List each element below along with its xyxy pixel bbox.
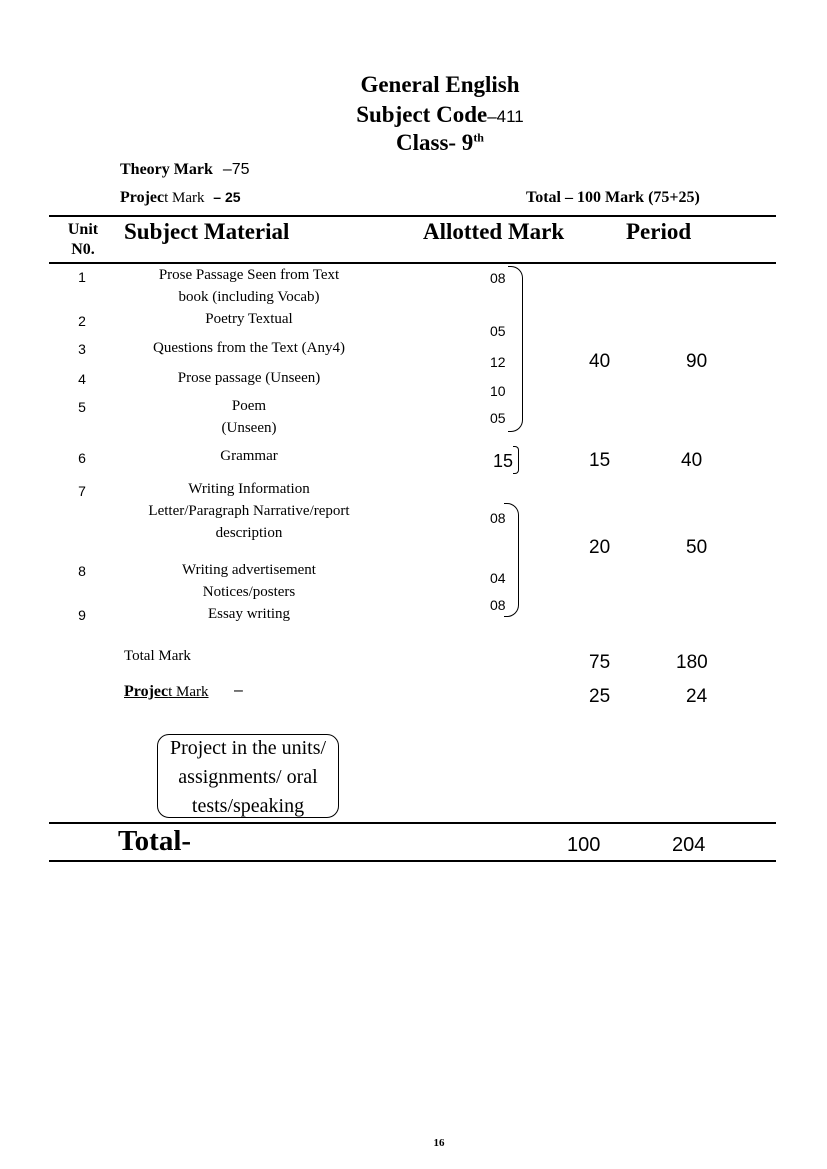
project-mark-value: – 25 <box>213 189 241 205</box>
subject-line: Poem <box>231 398 267 414</box>
group-brace <box>504 503 519 617</box>
column-header-unit <box>55 220 111 260</box>
row-mark: 08 <box>490 270 506 286</box>
subject-line: description <box>215 525 283 541</box>
group-allotted: 15 <box>589 450 611 471</box>
group-allotted: 20 <box>589 537 611 558</box>
subject-line: Writing advertisement <box>182 562 316 578</box>
grand-total-period: 204 <box>672 834 706 856</box>
unit-number: 2 <box>78 313 86 329</box>
group-period: 40 <box>681 450 703 471</box>
subject-line: (Unseen) <box>221 420 277 436</box>
unit-number: 5 <box>78 399 86 415</box>
subject-material <box>115 445 383 467</box>
project-mark <box>120 189 241 207</box>
grand-total-bottom-rule <box>49 860 776 862</box>
class-line <box>0 130 827 156</box>
grand-total-top-rule <box>49 822 776 824</box>
subject-line: Letter/Paragraph Narrative/report <box>148 503 350 519</box>
unit-number: 4 <box>78 371 86 387</box>
column-header-subject: Subject Material <box>124 219 290 244</box>
grand-total-label: Total- <box>118 825 192 857</box>
grand-total-allotted: 100 <box>567 834 601 856</box>
subject-code-value: –411 <box>487 107 524 126</box>
group-period: 90 <box>686 351 708 372</box>
subject-line: Grammar <box>220 448 278 464</box>
subject-code-line <box>0 101 827 128</box>
theory-mark-value: –75 <box>222 161 250 178</box>
unit-number: 1 <box>78 269 86 285</box>
group-brace <box>513 446 519 474</box>
page-number: 16 <box>433 1137 445 1149</box>
row-mark: 12 <box>490 354 506 370</box>
class-label: Class- 9 <box>396 130 474 155</box>
project-row-allotted: 25 <box>589 686 611 707</box>
subject-material <box>115 308 383 330</box>
subject-line: Poetry Textual <box>205 311 293 327</box>
unit-number: 9 <box>78 607 86 623</box>
column-header-allotted: Allotted Mark <box>423 219 565 244</box>
row-mark: 04 <box>490 570 506 586</box>
column-header-period: Period <box>626 219 692 244</box>
unit-number: 6 <box>78 450 86 466</box>
project-row-label <box>124 683 209 701</box>
group-brace <box>508 266 523 432</box>
theory-mark-label: Theory Mark <box>120 161 213 178</box>
column-header-unit-line1: Unit <box>67 221 99 238</box>
project-note-line: assignments/ oral <box>178 766 318 788</box>
subject-line: Prose passage (Unseen) <box>177 370 321 386</box>
project-note-line: Project in the units/ <box>169 737 327 759</box>
unit-number: 8 <box>78 563 86 579</box>
unit-number: 7 <box>78 483 86 499</box>
subject-material <box>115 395 383 439</box>
row-mark: 05 <box>490 323 506 339</box>
subject-line: Essay writing <box>207 606 291 622</box>
column-header-unit-line2: N0. <box>71 241 95 258</box>
subject-line: Writing Information <box>188 481 310 497</box>
subject-line: Prose Passage Seen from Text <box>158 267 340 283</box>
row-mark: 15 <box>493 451 514 471</box>
row-mark: 08 <box>490 597 506 613</box>
class-superscript: th <box>473 130 484 145</box>
subject-material <box>115 367 383 389</box>
project-row-period: 24 <box>686 686 708 707</box>
project-mark-label-bold: Projec <box>120 189 165 206</box>
group-allotted: 40 <box>589 351 611 372</box>
total-mark-label: Total Mark <box>124 648 191 664</box>
row-mark: 08 <box>490 510 506 526</box>
subject-line: Notices/posters <box>202 584 296 600</box>
group-period: 50 <box>686 537 708 558</box>
subject-material <box>115 264 383 308</box>
total-mark-allotted: 75 <box>589 652 611 673</box>
subject-line: Questions from the Text (Any4) <box>153 340 345 356</box>
row-mark: 10 <box>490 383 506 399</box>
project-row-label-rest: t Mark <box>168 684 209 700</box>
subject-code-label: Subject Code <box>356 102 488 127</box>
unit-number: 3 <box>78 341 86 357</box>
project-row-dash: – <box>234 682 243 699</box>
project-note-line: tests/speaking <box>191 795 305 817</box>
page-title: General English <box>360 72 520 97</box>
total-mark-period: 180 <box>676 652 708 673</box>
project-row-label-bold: Projec <box>124 683 169 700</box>
subject-line: book (including Vocab) <box>178 289 320 305</box>
subject-material <box>115 478 383 544</box>
project-note <box>155 734 341 821</box>
total-summary: Total – 100 Mark (75+25) <box>526 189 700 206</box>
subject-material <box>115 559 383 603</box>
project-mark-label-rest: t Mark <box>164 190 205 206</box>
theory-mark <box>120 161 250 179</box>
subject-material <box>115 337 383 359</box>
table-top-rule <box>49 215 776 217</box>
subject-material <box>115 603 383 625</box>
row-mark: 05 <box>490 410 506 426</box>
